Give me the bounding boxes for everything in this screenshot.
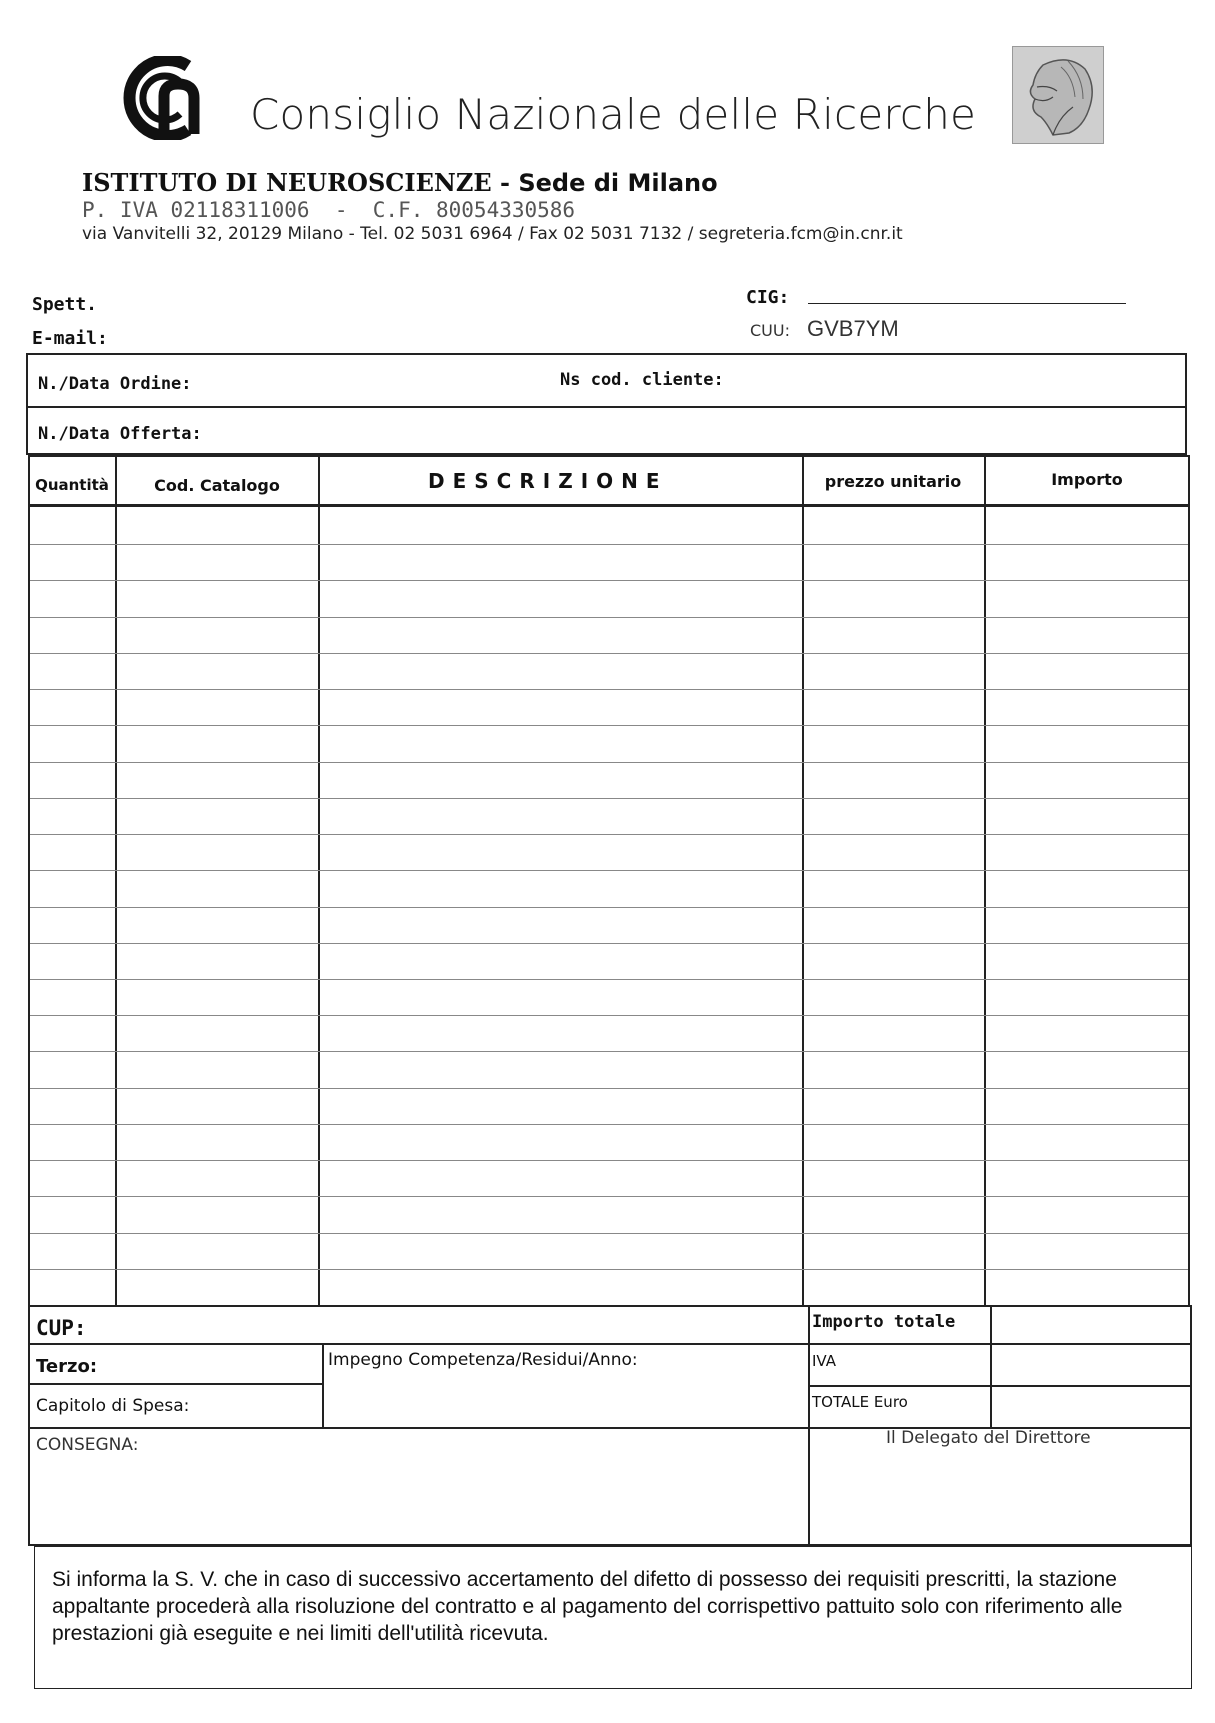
table-row[interactable] (30, 762, 1188, 763)
cnr-logo-icon (118, 56, 214, 140)
institute-sede: Sede di Milano (518, 169, 718, 197)
table-row[interactable] (30, 544, 1188, 545)
table-row[interactable] (30, 725, 1188, 726)
items-table (28, 455, 1190, 1307)
col-divider-3 (802, 455, 804, 1307)
footer-col-value (990, 1305, 992, 1427)
table-row[interactable] (30, 943, 1188, 944)
table-row[interactable] (30, 1269, 1188, 1270)
table-row[interactable] (30, 1088, 1188, 1089)
institute-title (82, 168, 718, 197)
table-row[interactable] (30, 1196, 1188, 1197)
table-row[interactable] (30, 798, 1188, 799)
col-header-codice: Cod. Catalogo (154, 476, 280, 495)
table-row[interactable] (30, 979, 1188, 980)
footer-col-left (322, 1343, 324, 1427)
table-row[interactable] (30, 907, 1188, 908)
importo-totale-label: Importo totale (812, 1312, 956, 1332)
table-row[interactable] (30, 834, 1188, 835)
table-row[interactable] (30, 1051, 1188, 1052)
table-row[interactable] (30, 689, 1188, 690)
cuu-value: GVB7YM (807, 316, 899, 341)
org-name: Consiglio Nazionale delle Ricerche (250, 90, 977, 139)
cig-field-line[interactable] (808, 303, 1126, 304)
legal-notice: Si informa la S. V. che in caso di successivo accertamento del difetto di possesso dei requisiti prescritti, la stazione appaltante procederà alla risoluzione del contratto e al pagamento del corrispettivo pattuito solo con riferimento alle prestazioni già eseguite e nei limiti dell'utilità ricevuta. (52, 1568, 1123, 1645)
totale-label: TOTALE Euro (812, 1393, 908, 1411)
iva-label: IVA (812, 1352, 836, 1370)
col-header-descrizione: DESCRIZIONE (428, 469, 668, 493)
footer-divider-1 (28, 1343, 1192, 1345)
col-divider-1 (115, 455, 117, 1307)
col-divider-2 (318, 455, 320, 1307)
order-label: N./Data Ordine: (38, 374, 192, 394)
table-row[interactable] (30, 580, 1188, 581)
institute-separator: - (491, 168, 519, 197)
footer-divider-iva (808, 1385, 1192, 1387)
footer-divider-terzo (28, 1383, 322, 1385)
footer-col-right (808, 1305, 810, 1546)
cig-label: CIG: (746, 287, 790, 308)
table-row[interactable] (30, 1160, 1188, 1161)
email-label: E-mail: (32, 328, 108, 349)
order-divider (26, 406, 1187, 408)
institute-name: ISTITUTO DI NEUROSCIENZE (82, 168, 492, 197)
table-header-divider (28, 504, 1190, 507)
footer-box (28, 1305, 1192, 1546)
table-row[interactable] (30, 870, 1188, 871)
terzo-label: Terzo: (36, 1356, 98, 1377)
table-row[interactable] (30, 653, 1188, 654)
col-header-prezzo: prezzo unitario (824, 472, 962, 491)
fiscal-codes: P. IVA 02118311006 - C.F. 80054330586 (82, 198, 576, 222)
col-divider-4 (984, 455, 986, 1307)
spett-label: Spett. (32, 294, 98, 315)
impegno-label: Impegno Competenza/Residui/Anno: (328, 1350, 638, 1370)
table-row[interactable] (30, 1124, 1188, 1125)
institute-address: via Vanvitelli 32, 20129 Milano - Tel. 02 5031 6964 / Fax 02 5031 7132 / segreteria.fcm@in.cnr.it (82, 224, 903, 244)
table-row[interactable] (30, 617, 1188, 618)
table-row[interactable] (30, 1233, 1188, 1234)
client-code-label: Ns cod. cliente: (560, 370, 724, 390)
portrait-sketch-icon (1012, 46, 1104, 144)
table-row[interactable] (30, 1015, 1188, 1016)
delegato-label: Il Delegato del Direttore (886, 1428, 1091, 1448)
cuu-label: CUU: (750, 321, 790, 340)
capitolo-label: Capitolo di Spesa: (36, 1396, 190, 1416)
cup-label: CUP: (36, 1316, 87, 1340)
offer-label: N./Data Offerta: (38, 424, 202, 444)
col-header-quantita: Quantità (35, 476, 109, 494)
col-header-importo: Importo (1051, 470, 1123, 489)
consegna-label: CONSEGNA: (36, 1435, 139, 1455)
